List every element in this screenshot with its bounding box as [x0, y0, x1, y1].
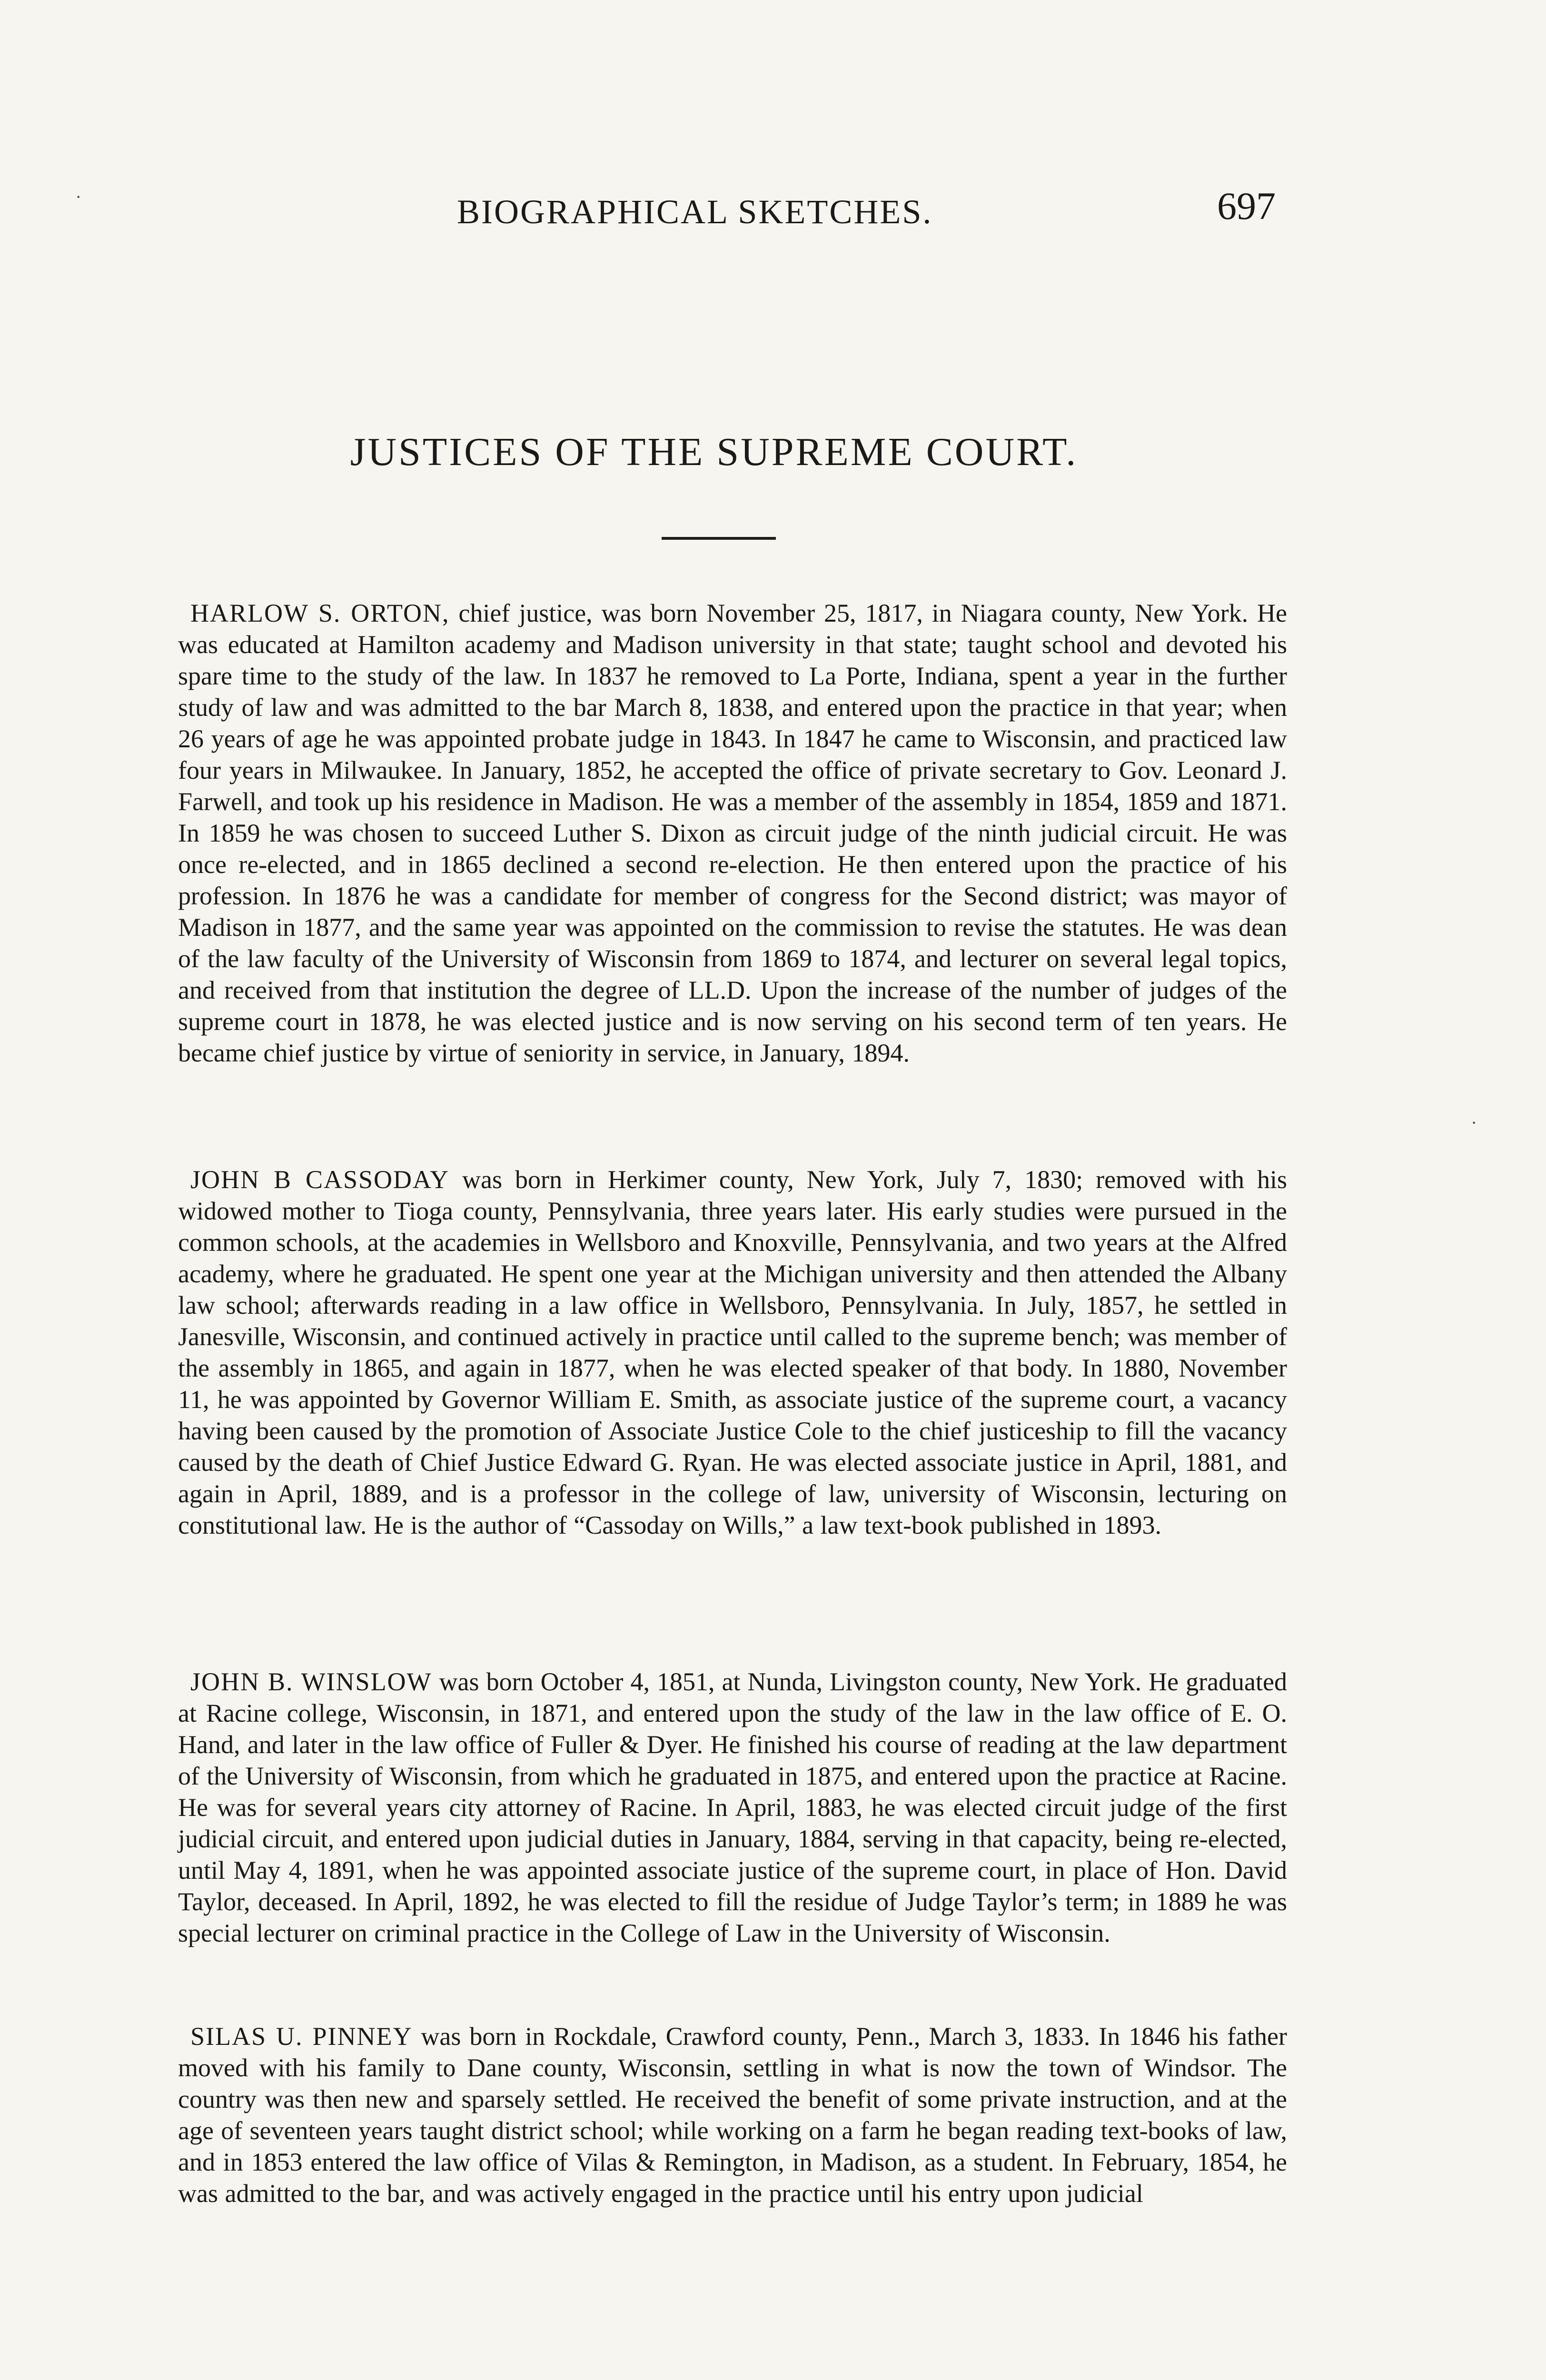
biography-winslow [178, 1666, 1287, 1949]
biography-text: was born in Rockdale, Crawford county, Penn., March 3, 1833. In 1846 his father moved with his family to Dane county, Wisconsin, settling in what is now the town of Windsor. The country was then new and sparsely settled. He received the benefit of some private instruction, and at the age of seventeen years taught district school; while working on a farm he began reading text-books of law, and in 1853 entered the law office of Vilas & Remington, in Madison, as a student. In February, 1854, he was admitted to the bar, and was actively engaged in the practice until his entry upon judicial [178, 2022, 1287, 2208]
page-number: 697 [1217, 184, 1276, 228]
biography-paragraph [178, 1666, 1287, 1949]
section-title: JUSTICES OF THE SUPREME COURT. [350, 430, 1078, 474]
biography-name: SILAS U. PINNEY [190, 2022, 413, 2051]
biography-name: HARLOW S. ORTON, [190, 599, 450, 627]
biography-name: JOHN B CASSODAY [190, 1165, 450, 1194]
scan-speck: · [1471, 1112, 1477, 1133]
scan-speck: · [75, 186, 82, 208]
biography-paragraph [178, 1164, 1287, 1541]
running-title: BIOGRAPHICAL SKETCHES. [457, 193, 933, 231]
biography-name: JOHN B. WINSLOW [190, 1667, 432, 1696]
biography-orton [178, 597, 1287, 1069]
biography-text: was born October 4, 1851, at Nunda, Livingston county, New York. He graduated at Racine college, Wisconsin, in 1871, and entered upon the study of the law in the law office of E. O. Hand, and later in the law office of Fuller & Dyer. He finished his course of reading at the law department of the University of Wisconsin, from which he graduated in 1875, and entered upon the practice at Racine. He was for several years city attorney of Racine. In April, 1883, he was elected circuit judge of the first judicial circuit, and entered upon judicial duties in January, 1884, serving in that capacity, being re-elected, until May 4, 1891, when he was appointed associate justice of the supreme court, in place of Hon. David Taylor, deceased. In April, 1892, he was elected to fill the residue of Judge Taylor’s term; in 1889 he was special lecturer on criminal practice in the College of Law in the University of Wisconsin. [178, 1667, 1287, 1947]
biography-text: was born in Herkimer county, New York, July 7, 1830; removed with his widowed mother to Tioga county, Pennsylvania, three years later. His early studies were pursued in the common schools, at the academies in Wellsboro and Knoxville, Pennsylvania, and two years at the Alfred academy, where he graduated. He spent one year at the Michigan university and then attended the Albany law school; afterwards reading in a law office in Wellsboro, Pennsylvania. In July, 1857, he settled in Janesville, Wisconsin, and continued actively in practice until called to the supreme bench; was member of the assembly in 1865, and again in 1877, when he was elected speaker of that body. In 1880, November 11, he was appointed by Governor William E. Smith, as associate justice of the supreme court, a vacancy having been caused by the promotion of Associate Justice Cole to the chief justiceship to fill the vacancy caused by the death of Chief Justice Edward G. Ryan. He was elected associate justice in April, 1881, and again in April, 1889, and is a professor in the college of law, university of Wisconsin, lecturing on constitutional law. He is the author of “Cassoday on Wills,” a law text-book published in 1893. [178, 1165, 1287, 1539]
biography-pinney [178, 2021, 1287, 2209]
biography-paragraph [178, 2021, 1287, 2209]
running-head [457, 184, 1276, 236]
title-rule [662, 537, 776, 540]
biography-cassoday [178, 1164, 1287, 1541]
biography-paragraph [178, 597, 1287, 1069]
biography-text: chief justice, was born November 25, 1817, in Niagara county, New York. He was educated at Hamilton academy and Madison university in that state; taught school and devoted his spare time to the study of the law. In 1837 he removed to La Porte, Indiana, spent a year in the further study of law and was admitted to the bar March 8, 1838, and entered upon the practice in that year; when 26 years of age he was appointed probate judge in 1843. In 1847 he came to Wisconsin, and practiced law four years in Milwaukee. In January, 1852, he accepted the office of private secretary to Gov. Leonard J. Farwell, and took up his residence in Madison. He was a member of the assembly in 1854, 1859 and 1871. In 1859 he was chosen to succeed Luther S. Dixon as circuit judge of the ninth judicial circuit. He was once re-elected, and in 1865 declined a second re-election. He then entered upon the practice of his profession. In 1876 he was a candidate for member of congress for the Second district; was mayor of Madison in 1877, and the same year was appointed on the commission to revise the statutes. He was dean of the law faculty of the University of Wisconsin from 1869 to 1874, and lecturer on several legal topics, and received from that institution the degree of LL.D. Upon the increase of the number of judges of the supreme court in 1878, he was elected justice and is now serving on his second term of ten years. He became chief justice by virtue of seniority in service, in January, 1894. [178, 599, 1288, 1067]
